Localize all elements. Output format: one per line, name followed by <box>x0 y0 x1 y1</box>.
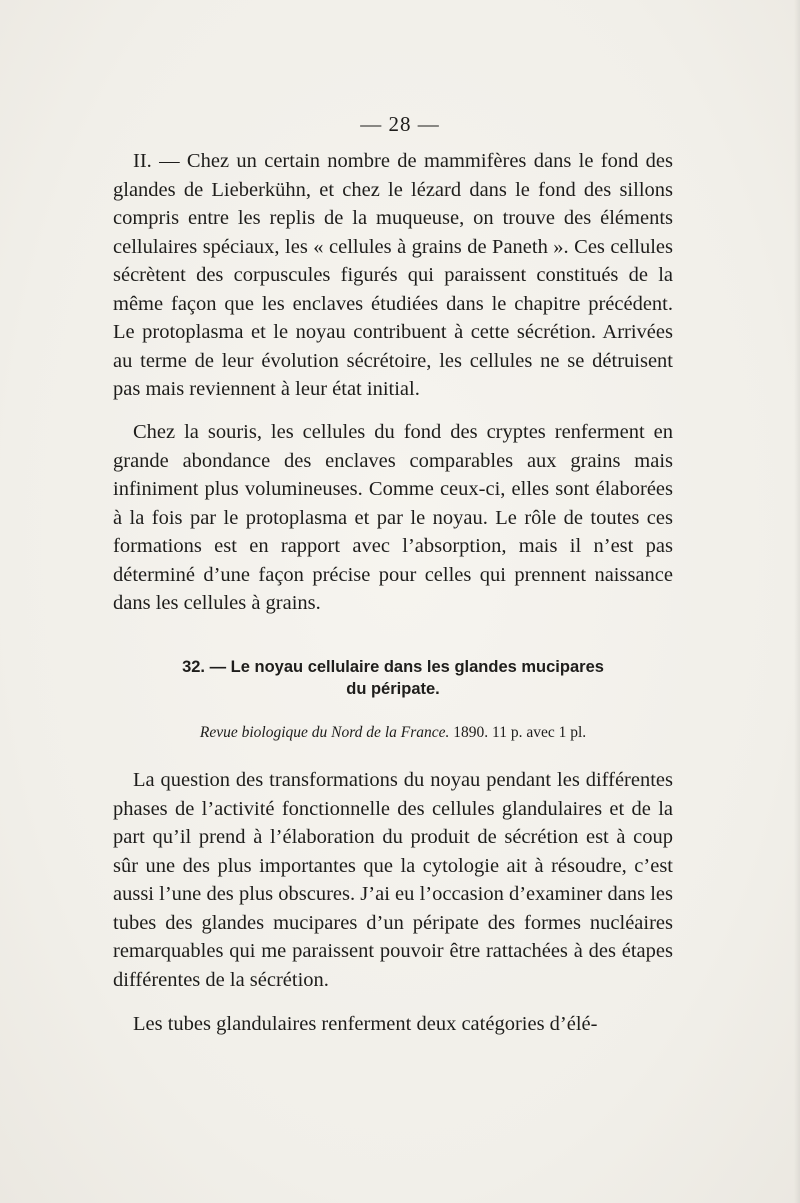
paragraph-souris-cryptes: Chez la souris, les cellules du fond des cryptes renferment en grande abondance des enclaves comparables aux grains mais infiniment plus volumineuses. Comme ceux-ci, elles sont élaborées à la fois par le protoplasma et par le noyau. Le rôle de toutes ces formations est en rapport avec l’absorption, mais il n’est pas déterminé d’une façon précise pour celles qui prennent naissance dans les cellules à grains. <box>113 421 673 614</box>
scan-edge-shadow <box>794 0 800 1203</box>
section-heading-line-1: 32. — Le noyau cellulaire dans les glandes mucipares <box>182 658 604 676</box>
section-heading-line-2: du péripate. <box>346 680 440 698</box>
citation-details: 1890. 11 p. avec 1 pl. <box>453 724 587 741</box>
paragraph-tubes-glandulaires: Les tubes glandulaires renferment deux catégories d’élé- <box>133 1013 598 1035</box>
page-number: — 28 — <box>360 112 440 136</box>
citation <box>113 722 673 744</box>
citation-journal: Revue biologique du Nord de la France. <box>199 724 450 741</box>
section-heading <box>113 656 673 700</box>
paragraph-noyau-transformations: La question des transformations du noyau pendant les différentes phases de l’activité fonctionnelle des cellules glandulaires et de la part qu’il prend à l’élaboration du produit de sécrétion est à coup sûr une des plus importantes que la cytologie ait à résoudre, c’est aussi l’une des plus obscures. J’ai eu l’occasion d’examiner dans les tubes des glandes mucipares d’un péripate des formes nucléaires remarquables qui me paraissent pouvoir être rattachées à des étapes différentes de la sécrétion. <box>113 769 673 991</box>
paragraph-paneth-cells: II. — Chez un certain nombre de mammifères dans le fond des glandes de Lieberkühn, et chez le lézard dans le fond des sillons compris entre les replis de la muqueuse, on trouve des éléments cellulaires spéciaux, les « cellules à grains de Paneth ». Ces cellules sécrètent des corpuscules figurés qui paraissent constitués de la même façon que les enclaves étudiées dans le chapitre précédent. Le protoplasma et le noyau contribuent à cette sécrétion. Arrivées au terme de leur évolution sécrétoire, les cellules ne se détruisent pas mais reviennent à leur état initial. <box>113 150 673 400</box>
